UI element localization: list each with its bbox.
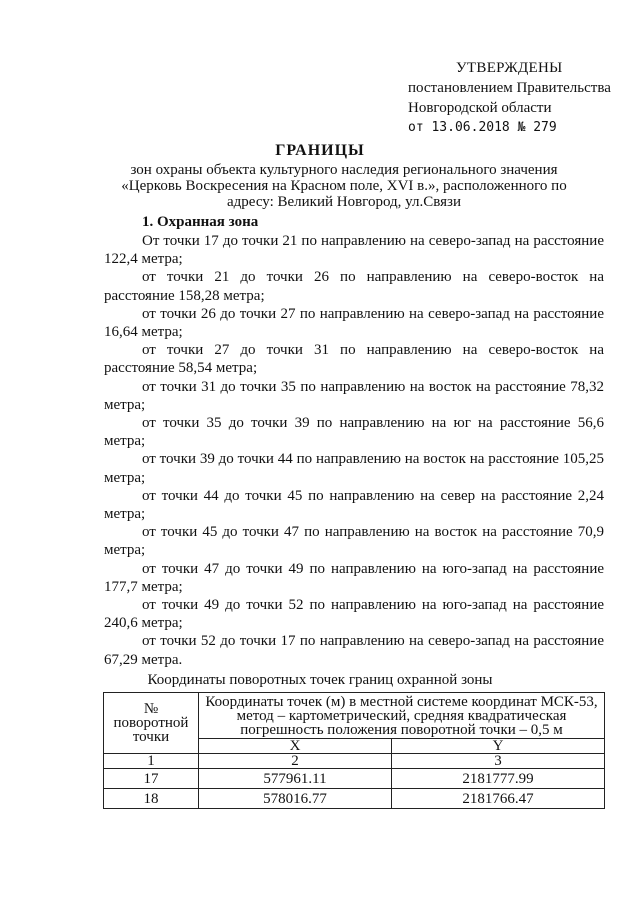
coordinates-table (103, 692, 605, 809)
approval-line-3: Новгородской области (408, 100, 552, 116)
section-heading: 1. Охранная зона (142, 214, 259, 230)
boundary-paragraph: от точки 52 до точки 17 по направлению на северо-запад на расстояние 67,29 метра. (104, 633, 604, 668)
approval-block (408, 58, 628, 138)
index-cell: 3 (392, 754, 605, 769)
boundary-paragraph: от точки 27 до точки 31 по направлению на северо-восток на расстояние 58,54 метра; (104, 342, 604, 377)
approval-heading: УТВЕРЖДЕНЫ (456, 60, 563, 76)
page-title: ГРАНИЦЫ (275, 142, 365, 159)
point-cell: 18 (104, 789, 199, 809)
col-y-header: Y (392, 739, 605, 754)
point-cell: 17 (104, 769, 199, 789)
index-cell: 1 (104, 754, 199, 769)
boundary-paragraph: от точки 21 до точки 26 по направлению на северо-восток на расстояние 158,28 метра; (104, 269, 604, 304)
col-coords-header: Координаты точек (м) в местной системе координат МСК-53, метод – картометрический, средняя квадратическая погрешность положения поворотной точки – 0,5 м (199, 693, 605, 739)
table-row (104, 769, 605, 789)
col-x-header: X (199, 739, 392, 754)
boundary-paragraph: от точки 35 до точки 39 по направлению на юг на расстояние 56,6 метра; (104, 415, 604, 450)
boundary-paragraph: от точки 49 до точки 52 по направлению на юго-запад на расстояние 240,6 метра; (104, 597, 604, 632)
boundary-paragraph: от точки 31 до точки 35 по направлению на восток на расстояние 78,32 метра; (104, 378, 604, 413)
approval-date: от 13.06.2018 № 279 (408, 120, 557, 135)
table-row (104, 789, 605, 809)
col-point-header: № поворотной точки (104, 693, 199, 754)
y-cell: 2181766.47 (392, 789, 605, 809)
boundary-description (104, 232, 604, 669)
table-title: Координаты поворотных точек границ охранной зоны (147, 672, 493, 688)
approval-line-2: постановлением Правительства (408, 80, 611, 96)
boundary-paragraph: от точки 44 до точки 45 по направлению на север на расстояние 2,24 метра; (104, 487, 604, 523)
boundary-paragraph: от точки 47 до точки 49 по направлению на юго-запад на расстояние 177,7 метра; (104, 560, 604, 595)
x-cell: 577961.11 (199, 769, 392, 789)
page-subtitle: зон охраны объекта культурного наследия регионального значения «Церковь Воскресения на Красном поле, XVI в.», расположенного по адресу: Великий Новгород, ул.Связи (121, 162, 567, 210)
boundary-paragraph: от точки 45 до точки 47 по направлению на восток на расстояние 70,9 метра; (104, 524, 604, 559)
boundary-paragraph: от точки 26 до точки 27 по направлению на северо-запад на расстояние 16,64 метра; (104, 305, 604, 341)
x-cell: 578016.77 (199, 789, 392, 809)
boundary-paragraph: От точки 17 до точки 21 по направлению на северо-запад на расстояние 122,4 метра; (104, 233, 604, 268)
y-cell: 2181777.99 (392, 769, 605, 789)
index-cell: 2 (199, 754, 392, 769)
boundary-paragraph: от точки 39 до точки 44 по направлению на восток на расстояние 105,25 метра; (104, 451, 604, 486)
